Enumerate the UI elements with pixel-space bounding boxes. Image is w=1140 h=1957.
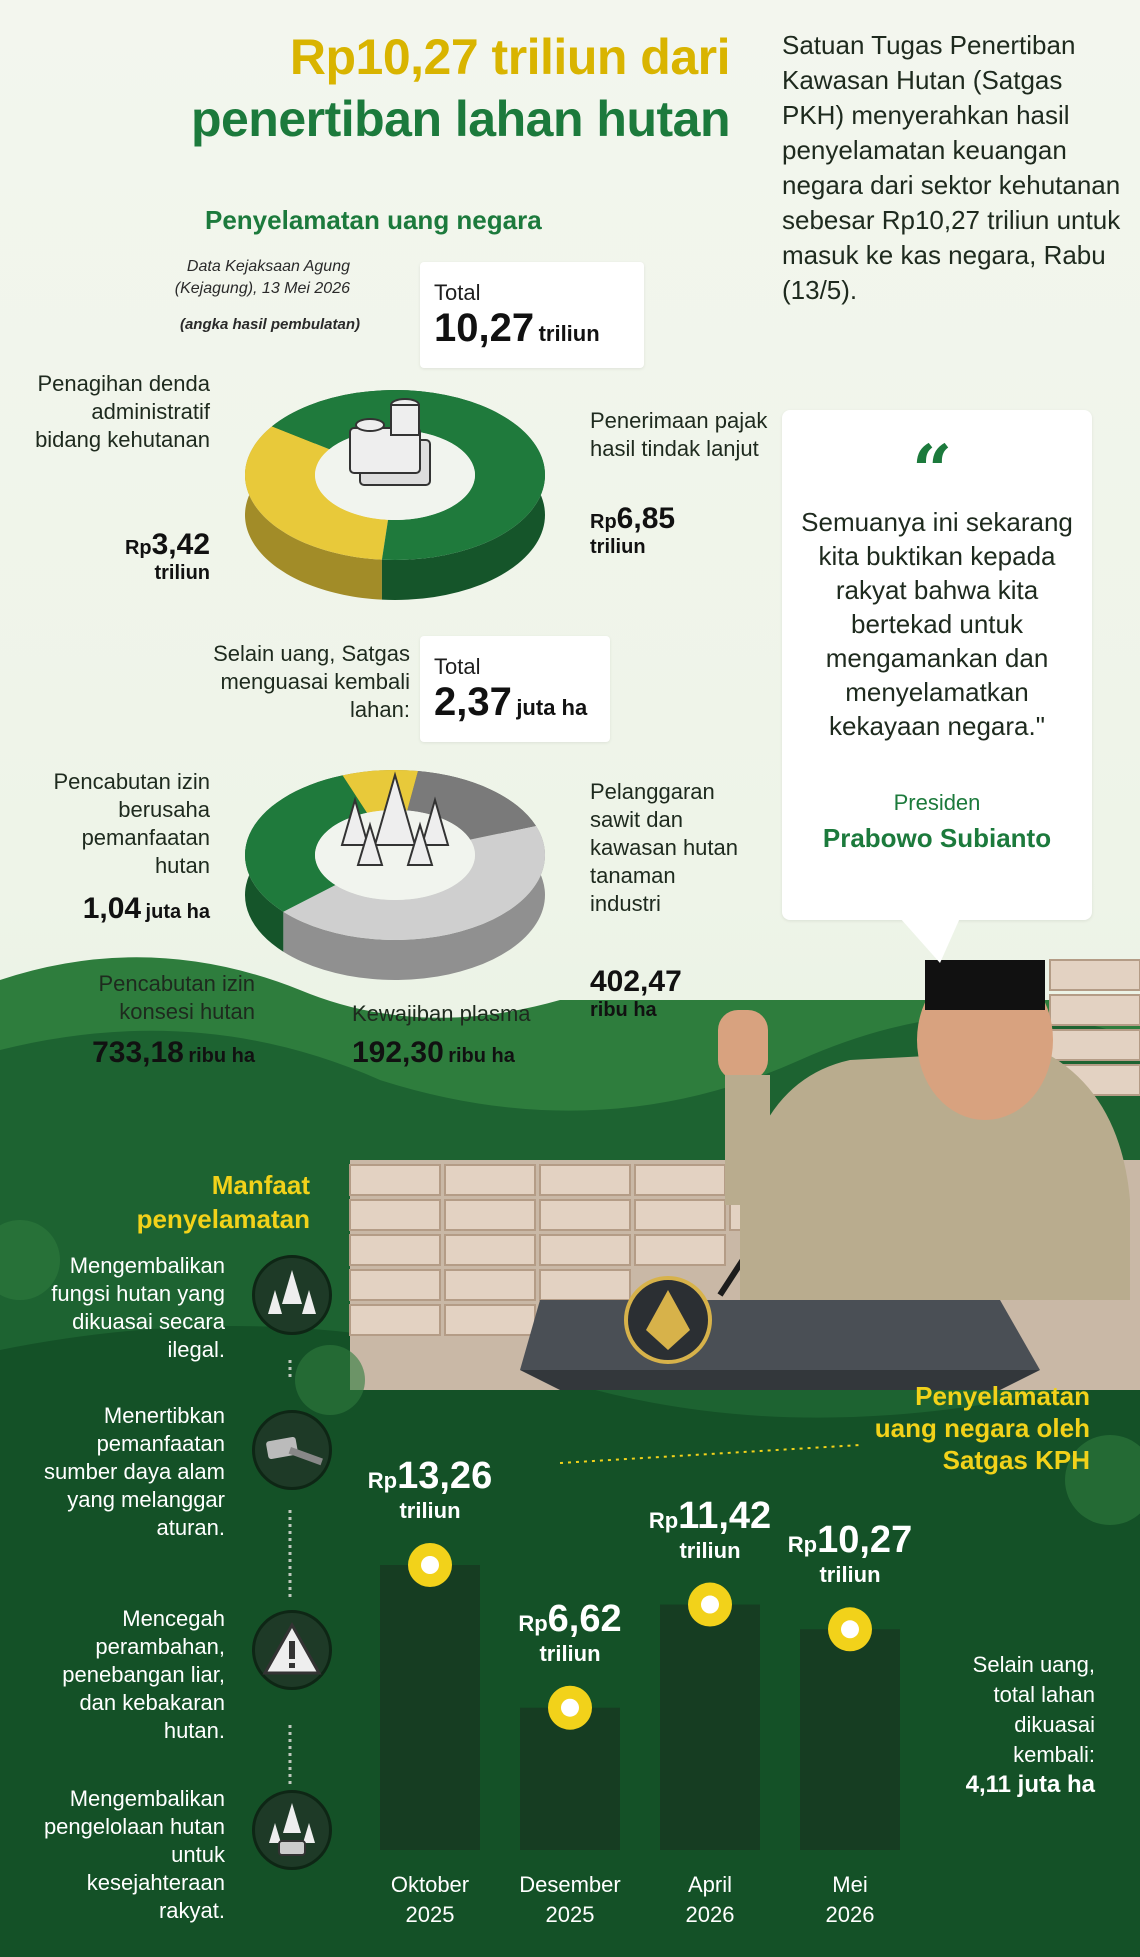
history-bar-category-2: April 2026 <box>685 1872 735 1927</box>
land-slice-unit-plasma: ribu ha <box>448 1045 515 1067</box>
quote-role: Presiden <box>893 790 981 815</box>
title-line-2: penertiban lahan hutan <box>190 91 730 147</box>
history-bar-currency-1: Rp <box>518 1610 548 1636</box>
land-slice-label-sawit: Pelanggaran sawit dan kawasan hutan tanaman industri <box>590 779 738 916</box>
land-slice-value-plasma: 192,30 <box>352 1036 444 1069</box>
history-bar-currency-3: Rp <box>787 1532 818 1558</box>
data-source: Data Kejaksaan Agung (Kejagung), 13 Mei 2026 <box>174 258 350 297</box>
money-total-unit: triliun <box>538 321 600 346</box>
history-bar-category-3: Mei 2026 <box>825 1872 875 1927</box>
history-bar-dot-inner-2 <box>701 1596 719 1614</box>
history-bar-value-3 <box>770 1519 930 1588</box>
quote-text: Semuanya ini sekarang kita buktikan kepada rakyat bahwa kita bertekad untuk mengamankan dan menyelamatkan kekayaan negara." <box>801 507 1073 741</box>
currency-prefix: Rp <box>124 537 152 559</box>
history-bar-3 <box>800 1629 900 1850</box>
history-bar-unit-1: triliun <box>539 1640 601 1666</box>
history-bar-value-0 <box>350 1455 510 1524</box>
title-line-1: Rp10,27 triliun dari <box>289 29 730 85</box>
land-slice-value-izin-berusaha: 1,04 <box>82 892 142 925</box>
history-bar-number-2: 11,42 <box>678 1494 772 1537</box>
money-slice-unit-penagihan: triliun <box>154 562 210 584</box>
land-slice-value-konsesi: 733,18 <box>92 1036 184 1069</box>
land-slice-unit-sawit: ribu ha <box>590 999 657 1021</box>
land-total-label: Total <box>434 654 481 679</box>
history-bar-unit-3: triliun <box>819 1562 881 1588</box>
benefit-2-text: Menertibkan pemanfaatan sumber daya alam yang melanggar aturan. <box>44 1403 225 1540</box>
quote-mark-icon: “ <box>912 429 953 512</box>
benefit-4-text: Mengembalikan pengelolaan hutan untuk kesejahteraan rakyat. <box>43 1786 225 1923</box>
rounding-note: (angka hasil pembulatan) <box>179 316 360 333</box>
history-bar-category-1: Desember 2025 <box>519 1872 621 1927</box>
history-bar-dot-inner-3 <box>841 1620 859 1638</box>
money-slice-label-penagihan: Penagihan denda administratif bidang kehutanan <box>35 371 210 452</box>
money-total-label: Total <box>434 280 481 305</box>
history-bar-number-1: 6,62 <box>547 1597 622 1640</box>
history-bar-dot-inner-1 <box>561 1699 579 1717</box>
history-bar-number-0: 13,26 <box>397 1455 493 1497</box>
history-bar-value-1 <box>490 1598 650 1667</box>
quote-name: Prabowo Subianto <box>822 823 1052 853</box>
land-total-value: 2,37 <box>434 680 512 724</box>
footnote-text: Selain uang, total lahan dikuasai kembali: <box>972 1652 1095 1767</box>
land-total-footnote <box>930 1650 1095 1800</box>
history-bar-dot-inner-0 <box>421 1556 439 1574</box>
money-section-title: Penyelamatan uang negara <box>205 205 542 235</box>
money-slice-label-pajak: Penerimaan pajak hasil tindak lanjut <box>590 408 768 461</box>
benefits-title: Manfaat penyelamatan <box>136 1170 310 1234</box>
history-bar-number-3: 10,27 <box>817 1519 913 1562</box>
land-slice-value-sawit: 402,47 <box>590 965 682 998</box>
land-slice-label-konsesi: Pencabutan izin konsesi hutan <box>98 971 255 1024</box>
history-bar-unit-0: triliun <box>399 1498 461 1523</box>
land-slice-label-izin-berusaha: Pencabutan izin berusaha pemanfaatan hutan <box>53 769 210 878</box>
history-bar-currency-0: Rp <box>367 1468 398 1493</box>
currency-prefix: Rp <box>590 511 617 533</box>
money-slice-unit-pajak: triliun <box>590 536 646 558</box>
history-bar-category-0: Oktober 2025 <box>390 1872 470 1927</box>
money-slice-value-penagihan: 3,42 <box>151 528 210 561</box>
money-total-value: 10,27 <box>434 306 535 350</box>
history-bar-0 <box>380 1565 480 1850</box>
history-chart-title: Penyelamatan uang negara oleh Satgas KPH <box>874 1381 1090 1475</box>
land-slice-unit-izin-berusaha: juta ha <box>145 901 210 923</box>
history-bar-currency-2: Rp <box>648 1507 679 1533</box>
history-bar-2 <box>660 1605 760 1850</box>
money-slice-value-pajak: 6,85 <box>616 502 676 535</box>
history-bar-unit-2: triliun <box>679 1537 741 1563</box>
footnote-value: 4,11 juta ha <box>965 1771 1095 1798</box>
benefit-3-text: Mencegah perambahan, penebangan liar, dan kebakaran hutan. <box>62 1606 225 1743</box>
intro-text: Satuan Tugas Penertiban Kawasan Hutan (Satgas PKH) menyerahkan hasil penyelamatan keuangan negara dari sektor kehutanan sebesar Rp10,27 triliun untuk masuk ke kas negara, Rabu (13/5). <box>782 30 1121 305</box>
history-bar-value-2 <box>630 1495 790 1564</box>
land-total-unit: juta ha <box>516 695 588 720</box>
land-intro-text: Selain uang, Satgas menguasai kembali lahan: <box>213 641 410 722</box>
benefit-1-text: Mengembalikan fungsi hutan yang dikuasai secara ilegal. <box>51 1253 225 1362</box>
land-slice-label-plasma: Kewajiban plasma <box>352 1001 531 1026</box>
land-slice-unit-konsesi: ribu ha <box>188 1045 255 1067</box>
